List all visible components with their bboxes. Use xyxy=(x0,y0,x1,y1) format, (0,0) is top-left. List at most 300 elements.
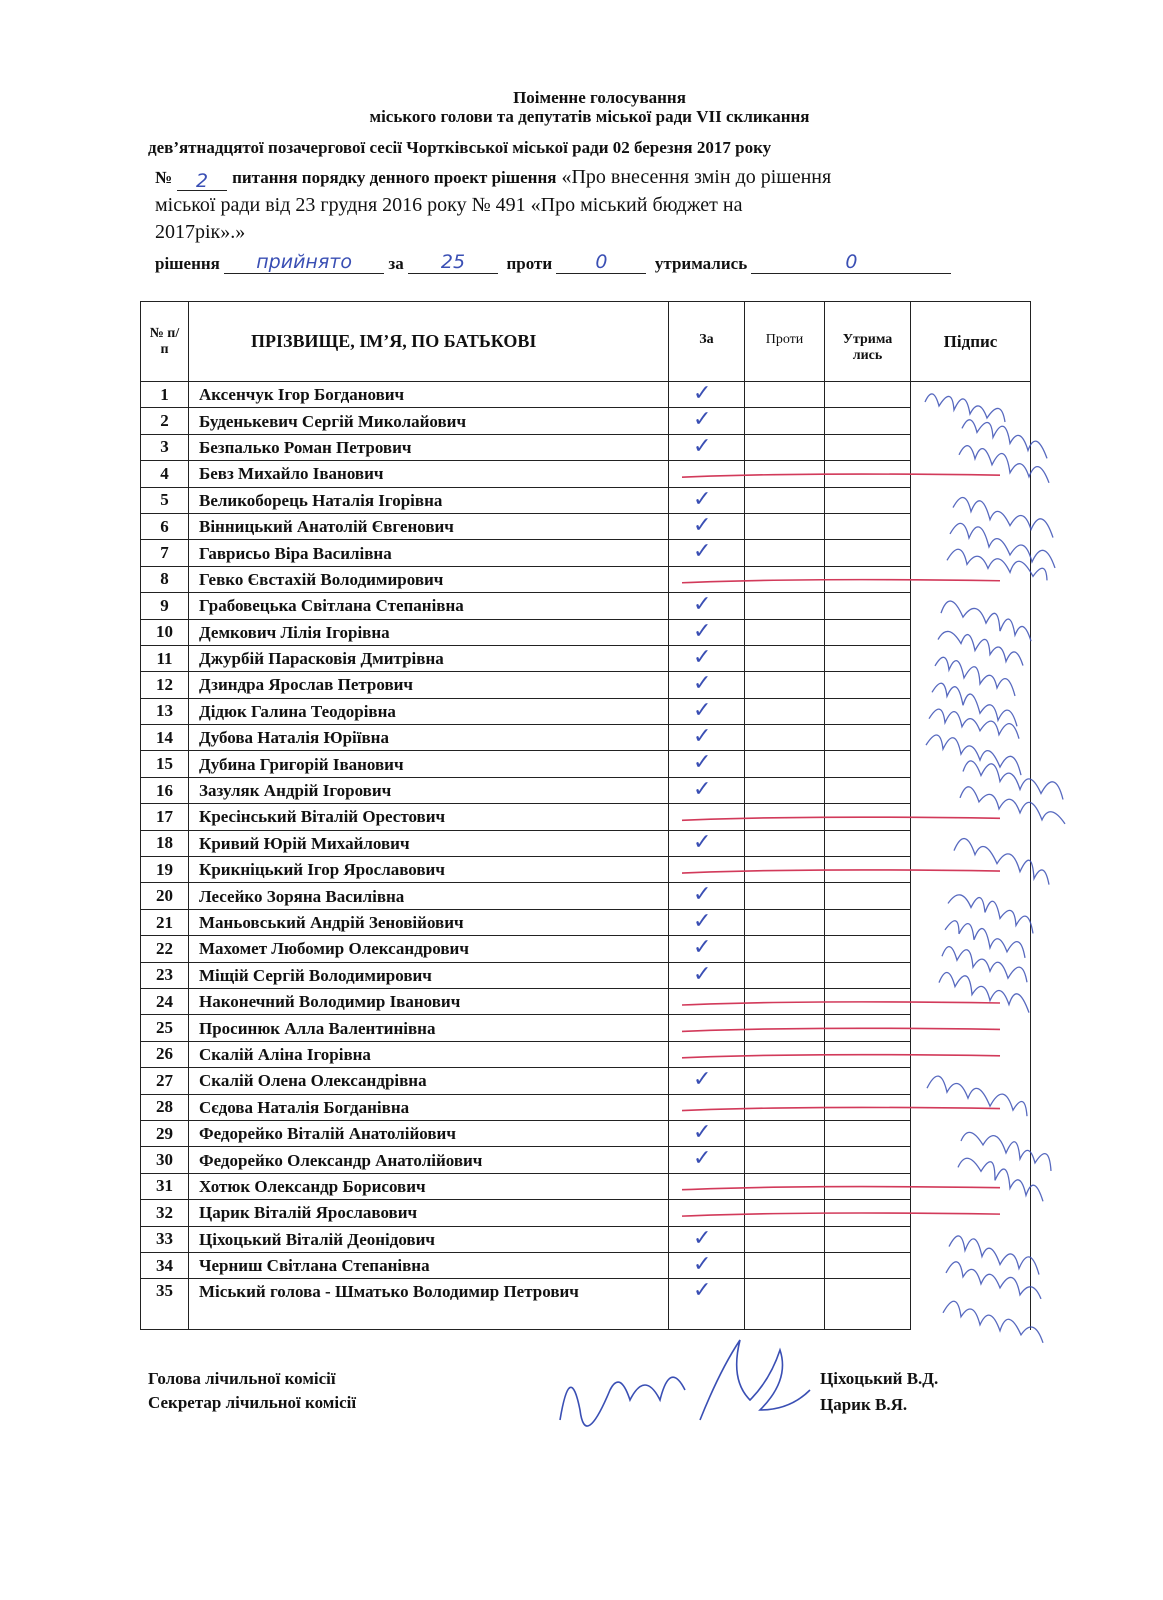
for-value: 25 xyxy=(440,251,466,273)
row-number: 26 xyxy=(141,1041,189,1067)
check-mark-icon: ✓ xyxy=(693,882,712,908)
member-name: Черниш Світлана Степанівна xyxy=(189,1252,669,1278)
signature-cell xyxy=(911,408,1031,434)
member-name: Кривий Юрій Михайлович xyxy=(189,830,669,856)
vote-cell-against xyxy=(745,962,825,988)
document-title: Поіменне голосування xyxy=(513,88,686,107)
table-row xyxy=(141,1068,1031,1094)
vote-cell-against xyxy=(745,1173,825,1199)
vote-cell-for xyxy=(669,1200,745,1226)
vote-cell-for xyxy=(669,1147,745,1173)
table-row xyxy=(141,540,1031,566)
table-row xyxy=(141,461,1031,487)
vote-cell-for xyxy=(669,751,745,777)
vote-cell-for xyxy=(669,434,745,460)
vote-cell-abstained xyxy=(825,382,911,408)
table-row xyxy=(141,1120,1031,1146)
member-name: Сєдова Наталія Богданівна xyxy=(189,1094,669,1120)
against-label: проти xyxy=(506,254,553,273)
table-row xyxy=(141,1147,1031,1173)
signature-cell xyxy=(911,1094,1031,1120)
vote-cell-for xyxy=(669,513,745,539)
row-number: 18 xyxy=(141,830,189,856)
check-mark-icon: ✓ xyxy=(693,671,712,697)
vote-cell-against xyxy=(745,593,825,619)
member-name: Федорейко Віталій Анатолійович xyxy=(189,1120,669,1146)
check-mark-icon: ✓ xyxy=(693,618,712,644)
vote-cell-against xyxy=(745,619,825,645)
check-mark-icon: ✓ xyxy=(693,750,712,776)
vote-cell-against xyxy=(745,777,825,803)
check-mark-icon: ✓ xyxy=(693,407,712,433)
member-name: Лесейко Зоряна Василівна xyxy=(189,883,669,909)
member-name: Скалій Олена Олександрівна xyxy=(189,1068,669,1094)
row-number: 20 xyxy=(141,883,189,909)
signature-cell xyxy=(911,725,1031,751)
vote-cell-abstained xyxy=(825,1279,911,1330)
table-row xyxy=(141,804,1031,830)
question-bold-text: питання порядку денного проект рішення xyxy=(232,168,557,187)
row-number: 5 xyxy=(141,487,189,513)
vote-cell-for xyxy=(669,962,745,988)
row-number: 31 xyxy=(141,1173,189,1199)
member-name: Крикніцький Ігор Ярославович xyxy=(189,857,669,883)
row-number: 1 xyxy=(141,382,189,408)
vote-cell-abstained xyxy=(825,1068,911,1094)
check-mark-icon: ✓ xyxy=(693,961,712,987)
document-subtitle: міського голови та депутатів міської ради VІІ скликання xyxy=(369,107,810,126)
table-row xyxy=(141,830,1031,856)
vote-cell-abstained xyxy=(825,1252,911,1278)
table-row xyxy=(141,593,1031,619)
abstained-field xyxy=(751,253,951,274)
commission-secretary-name: Царик В.Я. xyxy=(820,1395,908,1414)
vote-cell-against xyxy=(745,725,825,751)
member-name: Демкович Лілія Ігорівна xyxy=(189,619,669,645)
row-number: 3 xyxy=(141,434,189,460)
signature-cell xyxy=(911,909,1031,935)
check-mark-icon: ✓ xyxy=(693,908,712,934)
vote-cell-abstained xyxy=(825,1094,911,1120)
vote-cell-abstained xyxy=(825,540,911,566)
vote-cell-abstained xyxy=(825,1015,911,1041)
vote-cell-against xyxy=(745,1041,825,1067)
table-row xyxy=(141,725,1031,751)
row-number: 17 xyxy=(141,804,189,830)
table-row xyxy=(141,777,1031,803)
signature-cell xyxy=(911,804,1031,830)
member-name: Бевз Михайло Іванович xyxy=(189,461,669,487)
signature-cell xyxy=(911,461,1031,487)
vote-cell-for xyxy=(669,698,745,724)
vote-cell-for xyxy=(669,540,745,566)
vote-cell-for xyxy=(669,408,745,434)
member-name: Безпалько Роман Петрович xyxy=(189,434,669,460)
vote-cell-abstained xyxy=(825,1120,911,1146)
signature-cell xyxy=(911,566,1031,592)
header-for: За xyxy=(669,302,745,382)
row-number: 19 xyxy=(141,857,189,883)
table-row xyxy=(141,434,1031,460)
member-name: Гаврисьо Віра Василівна xyxy=(189,540,669,566)
vote-cell-abstained xyxy=(825,698,911,724)
question-text-2: міської ради від 23 грудня 2016 року № 491 «Про міський бюджет на xyxy=(155,194,743,216)
vote-cell-for xyxy=(669,725,745,751)
row-number: 8 xyxy=(141,566,189,592)
member-name: Буденькевич Сергій Миколайович xyxy=(189,408,669,434)
check-mark-icon: ✓ xyxy=(693,697,712,723)
signature-cell xyxy=(911,619,1031,645)
vote-cell-for xyxy=(669,1041,745,1067)
vote-cell-abstained xyxy=(825,408,911,434)
check-mark-icon: ✓ xyxy=(693,592,712,618)
table-row xyxy=(141,619,1031,645)
vote-cell-for xyxy=(669,1015,745,1041)
table-row xyxy=(141,382,1031,408)
for-label: за xyxy=(388,254,404,273)
table-row xyxy=(141,1279,1031,1330)
vote-cell-abstained xyxy=(825,830,911,856)
header-name: ПРІЗВИЩЕ, ІМ’Я, ПО БАТЬКОВІ xyxy=(189,302,669,382)
roll-call-table xyxy=(140,301,1031,1330)
commission-signature xyxy=(700,1340,810,1420)
vote-cell-abstained xyxy=(825,909,911,935)
table-row xyxy=(141,698,1031,724)
signature-cell xyxy=(911,382,1031,408)
check-mark-icon: ✓ xyxy=(693,1225,712,1251)
signature-cell xyxy=(911,434,1031,460)
table-row xyxy=(141,1252,1031,1278)
vote-cell-for xyxy=(669,988,745,1014)
vote-cell-for xyxy=(669,909,745,935)
vote-cell-for xyxy=(669,1226,745,1252)
row-number: 16 xyxy=(141,777,189,803)
vote-cell-against xyxy=(745,909,825,935)
table-row xyxy=(141,1094,1031,1120)
header-number: № п/п xyxy=(141,302,189,382)
check-mark-icon: ✓ xyxy=(693,1146,712,1172)
vote-cell-for xyxy=(669,936,745,962)
signature-cell xyxy=(911,1252,1031,1278)
vote-cell-against xyxy=(745,408,825,434)
vote-cell-abstained xyxy=(825,988,911,1014)
vote-cell-against xyxy=(745,566,825,592)
row-number: 10 xyxy=(141,619,189,645)
vote-cell-for xyxy=(669,883,745,909)
check-mark-icon: ✓ xyxy=(693,644,712,670)
vote-cell-against xyxy=(745,1094,825,1120)
row-number: 14 xyxy=(141,725,189,751)
vote-cell-for xyxy=(669,1173,745,1199)
signature-cell xyxy=(911,936,1031,962)
signature-cell xyxy=(911,962,1031,988)
vote-cell-for xyxy=(669,645,745,671)
member-name: Дзиндра Ярослав Петрович xyxy=(189,672,669,698)
question-number-field xyxy=(177,170,227,191)
check-mark-icon: ✓ xyxy=(693,829,712,855)
vote-cell-for xyxy=(669,857,745,883)
signature-cell xyxy=(911,593,1031,619)
signature-cell xyxy=(911,1068,1031,1094)
signature-cell xyxy=(911,1015,1031,1041)
row-number: 6 xyxy=(141,513,189,539)
row-number: 7 xyxy=(141,540,189,566)
signature-cell xyxy=(911,1041,1031,1067)
check-mark-icon: ✓ xyxy=(693,724,712,750)
vote-cell-abstained xyxy=(825,725,911,751)
row-number: 32 xyxy=(141,1200,189,1226)
signature-cell xyxy=(911,777,1031,803)
table-row xyxy=(141,909,1031,935)
vote-cell-for xyxy=(669,593,745,619)
check-mark-icon: ✓ xyxy=(693,1251,712,1277)
vote-cell-abstained xyxy=(825,962,911,988)
table-row xyxy=(141,1015,1031,1041)
member-name: Аксенчук Ігор Богданович xyxy=(189,382,669,408)
member-name: Хотюк Олександр Борисович xyxy=(189,1173,669,1199)
vote-cell-against xyxy=(745,988,825,1014)
signature-cell xyxy=(911,988,1031,1014)
table-row xyxy=(141,857,1031,883)
header-abstained: Утрима лись xyxy=(825,302,911,382)
row-number: 2 xyxy=(141,408,189,434)
vote-cell-against xyxy=(745,1147,825,1173)
signature-cell xyxy=(911,487,1031,513)
signature-cell xyxy=(911,1226,1031,1252)
decision-result-line xyxy=(155,253,951,274)
vote-cell-against xyxy=(745,672,825,698)
check-mark-icon: ✓ xyxy=(693,512,712,538)
vote-cell-abstained xyxy=(825,672,911,698)
table-row xyxy=(141,513,1031,539)
vote-cell-against xyxy=(745,1226,825,1252)
row-number: 23 xyxy=(141,962,189,988)
row-number: 13 xyxy=(141,698,189,724)
against-value: 0 xyxy=(595,251,608,273)
vote-cell-abstained xyxy=(825,593,911,619)
vote-cell-against xyxy=(745,804,825,830)
vote-cell-against xyxy=(745,936,825,962)
vote-cell-abstained xyxy=(825,1041,911,1067)
commission-signature xyxy=(560,1377,685,1426)
table-row xyxy=(141,988,1031,1014)
vote-cell-for xyxy=(669,1252,745,1278)
row-number: 25 xyxy=(141,1015,189,1041)
table-row xyxy=(141,1226,1031,1252)
vote-cell-for xyxy=(669,777,745,803)
vote-cell-for xyxy=(669,487,745,513)
decision-field xyxy=(224,253,384,274)
vote-cell-against xyxy=(745,434,825,460)
commission-secretary-label: Секретар лічильної комісії xyxy=(148,1393,357,1412)
commission-head-label: Голова лічильної комісії xyxy=(148,1369,336,1388)
row-number: 33 xyxy=(141,1226,189,1252)
vote-cell-for xyxy=(669,619,745,645)
vote-cell-abstained xyxy=(825,1226,911,1252)
vote-cell-against xyxy=(745,645,825,671)
member-name: Махомет Любомир Олександрович xyxy=(189,936,669,962)
signature-cell xyxy=(911,1200,1031,1226)
vote-cell-for xyxy=(669,1279,745,1330)
check-mark-icon: ✓ xyxy=(693,1278,712,1304)
vote-cell-abstained xyxy=(825,1147,911,1173)
table-row xyxy=(141,645,1031,671)
signature-cell xyxy=(911,1279,1031,1330)
member-name: Маньовський Андрій Зеновійович xyxy=(189,909,669,935)
signature-cell xyxy=(911,857,1031,883)
header-against: Проти xyxy=(745,302,825,382)
member-name: Дубина Григорій Іванович xyxy=(189,751,669,777)
abstained-label: утримались xyxy=(654,254,748,273)
vote-cell-for xyxy=(669,804,745,830)
row-number: 30 xyxy=(141,1147,189,1173)
vote-cell-against xyxy=(745,1015,825,1041)
table-row xyxy=(141,936,1031,962)
vote-cell-against xyxy=(745,382,825,408)
session-line: дев’ятнадцятої позачергової сесії Чортківської міської ради 02 березня 2017 року xyxy=(148,138,772,157)
vote-cell-abstained xyxy=(825,513,911,539)
vote-cell-against xyxy=(745,883,825,909)
table-row xyxy=(141,1041,1031,1067)
signature-cell xyxy=(911,1120,1031,1146)
vote-cell-abstained xyxy=(825,487,911,513)
decision-value: прийнято xyxy=(256,251,352,273)
table-row xyxy=(141,883,1031,909)
vote-cell-for xyxy=(669,1094,745,1120)
table-row xyxy=(141,672,1031,698)
vote-cell-abstained xyxy=(825,857,911,883)
vote-cell-for xyxy=(669,1068,745,1094)
vote-cell-for xyxy=(669,461,745,487)
vote-cell-abstained xyxy=(825,619,911,645)
table-header-row xyxy=(141,302,1031,382)
signature-cell xyxy=(911,698,1031,724)
vote-cell-against xyxy=(745,1120,825,1146)
vote-cell-against xyxy=(745,487,825,513)
vote-cell-abstained xyxy=(825,645,911,671)
check-mark-icon: ✓ xyxy=(693,776,712,802)
vote-cell-against xyxy=(745,513,825,539)
row-number: 11 xyxy=(141,645,189,671)
signature-cell xyxy=(911,830,1031,856)
vote-cell-against xyxy=(745,830,825,856)
question-number-prefix: № xyxy=(155,168,173,187)
vote-cell-abstained xyxy=(825,883,911,909)
vote-cell-against xyxy=(745,857,825,883)
vote-cell-against xyxy=(745,461,825,487)
signature-cell xyxy=(911,540,1031,566)
table-row xyxy=(141,1173,1031,1199)
row-number: 9 xyxy=(141,593,189,619)
vote-cell-against xyxy=(745,751,825,777)
row-number: 12 xyxy=(141,672,189,698)
check-mark-icon: ✓ xyxy=(693,1067,712,1093)
question-text-1: «Про внесення змін до рішення xyxy=(561,166,832,188)
commission-head-name: Ціхоцький В.Д. xyxy=(820,1369,939,1388)
vote-cell-abstained xyxy=(825,566,911,592)
vote-cell-against xyxy=(745,1279,825,1330)
row-number: 15 xyxy=(141,751,189,777)
signature-cell xyxy=(911,513,1031,539)
member-name: Скалій Аліна Ігорівна xyxy=(189,1041,669,1067)
table-row xyxy=(141,1200,1031,1226)
member-name: Ціхоцький Віталій Деонідович xyxy=(189,1226,669,1252)
check-mark-icon: ✓ xyxy=(693,935,712,961)
vote-cell-abstained xyxy=(825,434,911,460)
question-text-3: 2017рік».» xyxy=(155,221,246,243)
check-mark-icon: ✓ xyxy=(693,539,712,565)
vote-cell-against xyxy=(745,698,825,724)
signature-cell xyxy=(911,1147,1031,1173)
table-row xyxy=(141,408,1031,434)
member-name: Царик Віталій Ярославович xyxy=(189,1200,669,1226)
table-row xyxy=(141,962,1031,988)
vote-cell-for xyxy=(669,830,745,856)
table-row xyxy=(141,566,1031,592)
header-signature: Підпис xyxy=(911,302,1031,382)
vote-cell-abstained xyxy=(825,461,911,487)
table-row xyxy=(141,487,1031,513)
signature-cell xyxy=(911,751,1031,777)
signature-cell xyxy=(911,883,1031,909)
question-line-1 xyxy=(155,164,1035,191)
vote-cell-against xyxy=(745,540,825,566)
row-number: 28 xyxy=(141,1094,189,1120)
member-name: Грабовецька Світлана Степанівна xyxy=(189,593,669,619)
vote-cell-for xyxy=(669,672,745,698)
member-name: Міщій Сергій Володимирович xyxy=(189,962,669,988)
member-name: Великоборець Наталія Ігорівна xyxy=(189,487,669,513)
check-mark-icon: ✓ xyxy=(693,486,712,512)
vote-cell-abstained xyxy=(825,1200,911,1226)
signature-cell xyxy=(911,645,1031,671)
row-number: 27 xyxy=(141,1068,189,1094)
member-name: Вінницький Анатолій Євгенович xyxy=(189,513,669,539)
member-name: Гевко Євстахій Володимирович xyxy=(189,566,669,592)
vote-cell-abstained xyxy=(825,804,911,830)
row-number: 35 xyxy=(141,1279,189,1330)
vote-cell-against xyxy=(745,1068,825,1094)
check-mark-icon: ✓ xyxy=(693,433,712,459)
row-number: 4 xyxy=(141,461,189,487)
question-number-value: 2 xyxy=(196,170,209,192)
member-name: Дубова Наталія Юріївна xyxy=(189,725,669,751)
member-name: Міський голова - Шматько Володимир Петрович xyxy=(189,1279,669,1330)
vote-cell-for xyxy=(669,566,745,592)
row-number: 34 xyxy=(141,1252,189,1278)
member-name: Наконечний Володимир Іванович xyxy=(189,988,669,1014)
vote-cell-abstained xyxy=(825,1173,911,1199)
vote-cell-for xyxy=(669,1120,745,1146)
table-row xyxy=(141,751,1031,777)
against-field xyxy=(556,253,646,274)
member-name: Федорейко Олександр Анатолійович xyxy=(189,1147,669,1173)
vote-cell-against xyxy=(745,1252,825,1278)
vote-cell-abstained xyxy=(825,751,911,777)
member-name: Кресінський Віталій Орестович xyxy=(189,804,669,830)
vote-cell-abstained xyxy=(825,777,911,803)
signature-cell xyxy=(911,1173,1031,1199)
vote-cell-abstained xyxy=(825,936,911,962)
check-mark-icon: ✓ xyxy=(693,381,712,406)
row-number: 24 xyxy=(141,988,189,1014)
check-mark-icon: ✓ xyxy=(693,1119,712,1145)
abstained-value: 0 xyxy=(845,251,858,273)
for-field xyxy=(408,253,498,274)
member-name: Зазуляк Андрій Ігорович xyxy=(189,777,669,803)
signature-cell xyxy=(911,672,1031,698)
member-name: Просинюк Алла Валентинівна xyxy=(189,1015,669,1041)
